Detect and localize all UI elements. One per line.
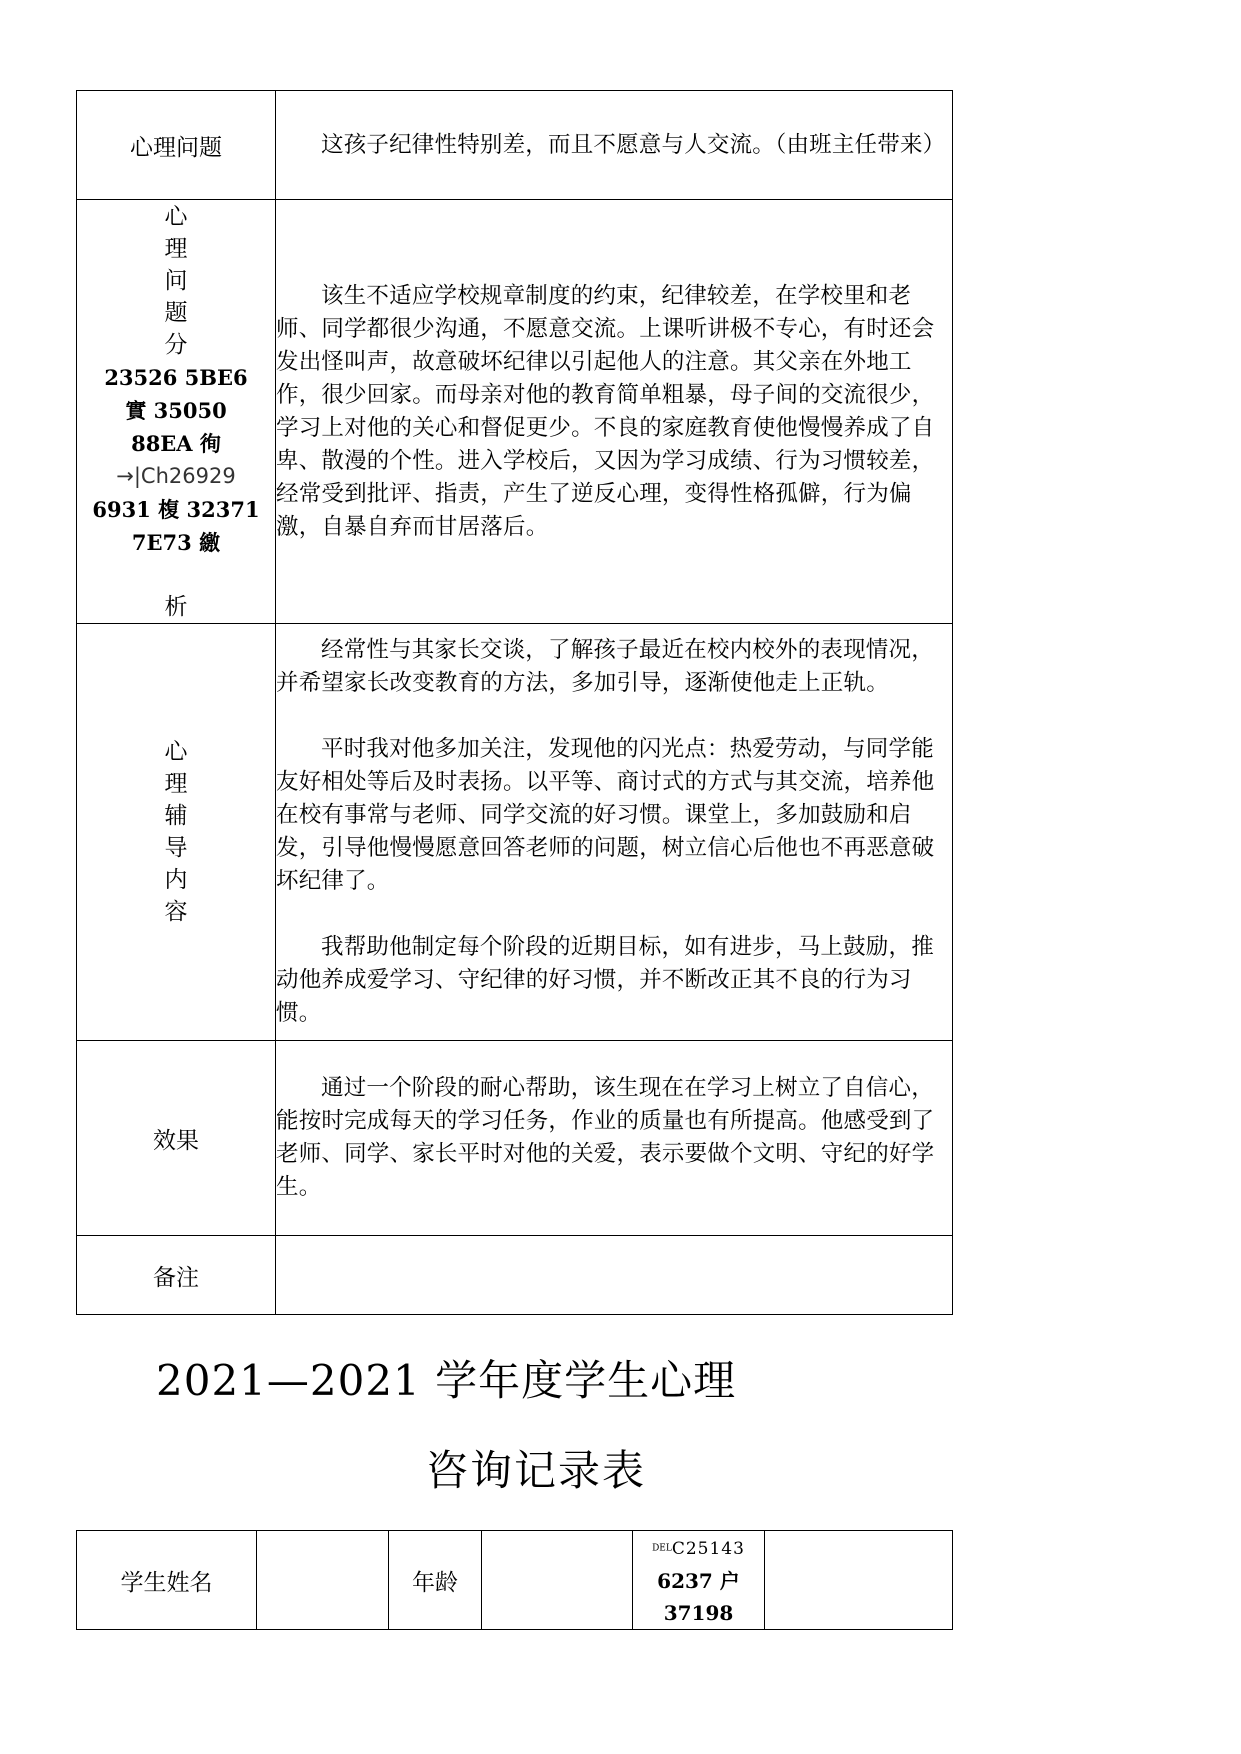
guidance-char: 理 (164, 771, 188, 797)
garbled-line: 6237 户 (657, 1569, 740, 1593)
garbled-text: 實 35050 (125, 397, 227, 423)
garbled-stack (633, 1531, 764, 1629)
row-analysis (77, 200, 953, 624)
consultation-record-table (76, 90, 953, 1315)
student-name-label: 学生姓名 (77, 1531, 257, 1630)
student-info-table (76, 1530, 953, 1630)
last-value[interactable] (765, 1531, 953, 1630)
analysis-char: 问 (164, 267, 188, 294)
form-title-line2: 咨询记录表 (426, 1446, 647, 1495)
guidance-label (77, 624, 276, 1041)
remark-label: 备注 (77, 1236, 276, 1315)
garbled-line: 37198 (663, 1601, 734, 1625)
effect-label: 效果 (77, 1041, 276, 1236)
guidance-paragraph: 经常性与其家长交谈，了解孩子最近在校内校外的表现情况，并希望家长改变教育的方法，多加引导，逐渐使他走上正轨。 (276, 637, 934, 696)
age-value[interactable] (482, 1531, 633, 1630)
analysis-char: 析 (164, 593, 188, 620)
guidance-text-cell (276, 624, 953, 1041)
guidance-char: 导 (164, 835, 188, 861)
analysis-label-stack (77, 201, 275, 623)
problem-label: 心理问题 (77, 91, 276, 200)
row-problem (77, 91, 953, 200)
garbled-text: 6931 椱 32371 (92, 496, 260, 522)
guidance-char: 心 (164, 739, 188, 765)
guidance-char: 内 (164, 867, 188, 893)
problem-text: 这孩子纪律性特别差，而且不愿意与人交流。（由班主任带来） (321, 131, 946, 158)
student-info-row (77, 1531, 953, 1630)
guidance-paragraph: 我帮助他制定每个阶段的近期目标，如有进步，马上鼓励，推动他养成爱学习、守纪律的好习惯，并不断改正其不良的行为习惯。 (276, 934, 934, 1026)
guidance-char: 辅 (164, 803, 188, 829)
row-guidance (77, 624, 953, 1041)
student-name-value[interactable] (257, 1531, 389, 1630)
analysis-text-cell (276, 200, 953, 624)
garbled-line (633, 1531, 764, 1565)
age-label: 年龄 (389, 1531, 482, 1630)
analysis-char: 理 (164, 235, 188, 262)
row-remark (77, 1236, 953, 1315)
garbled-text: 7E73 繳 (131, 529, 221, 555)
effect-text: 通过一个阶段的耐心帮助，该生现在在学习上树立了自信心，能按时完成每天的学习任务，作业的质量也有所提高。他感受到了老师、同学、家长平时对他的关爱，表示要做个文明、守纪的好学生。 (276, 1075, 935, 1200)
analysis-char: 分 (164, 331, 188, 358)
form-title-line1: 2021—2021 学年度学生心理 (156, 1356, 737, 1405)
garbled-text: 23526 5BE6 (104, 364, 248, 390)
garbled-cell (633, 1531, 765, 1630)
guidance-char: 容 (164, 899, 188, 925)
effect-text-cell (276, 1041, 953, 1236)
remark-value[interactable] (276, 1236, 953, 1315)
analysis-char: 心 (164, 203, 188, 230)
guidance-paragraph: 平时我对他多加关注，发现他的闪光点：热爱劳动，与同学能友好相处等后及时表扬。以平等、商讨式的方式与其交流，培养他在校有事常与老师、同学交流的好习惯。课堂上，多加鼓励和启发，引导他慢慢愿意回答老师的问题，树立信心后他也不再恶意破坏纪律了。 (276, 736, 935, 894)
garbled-text: →|Ch26929 (116, 463, 236, 488)
guidance-label-stack (77, 736, 275, 928)
analysis-text: 该生不适应学校规章制度的约束，纪律较差，在学校里和老师、同学都很少沟通，不愿意交流。上课听讲极不专心，有时还会发出怪叫声，故意破坏纪律以引起他人的注意。其父亲在外地工作，很少回家。而母亲对他的教育简单粗暴，母子间的交流很少，学习上对他的关心和督促更少。不良的家庭教育使他慢慢养成了自卑、散漫的个性。进入学校后，又因为学习成绩、行为习惯较差，经常受到批评、指责，产生了逆反心理，变得性格孤僻，行为偏激，自暴自弃而甘居落后。 (276, 282, 935, 540)
garbled-line1: C25143 (671, 1539, 745, 1559)
problem-text-cell (276, 91, 953, 200)
row-effect (77, 1041, 953, 1236)
analysis-label (77, 200, 276, 624)
analysis-char: 题 (164, 299, 188, 326)
garbled-text: 88EA 徇 (131, 430, 221, 456)
garbled-small: DEL (652, 1543, 672, 1554)
